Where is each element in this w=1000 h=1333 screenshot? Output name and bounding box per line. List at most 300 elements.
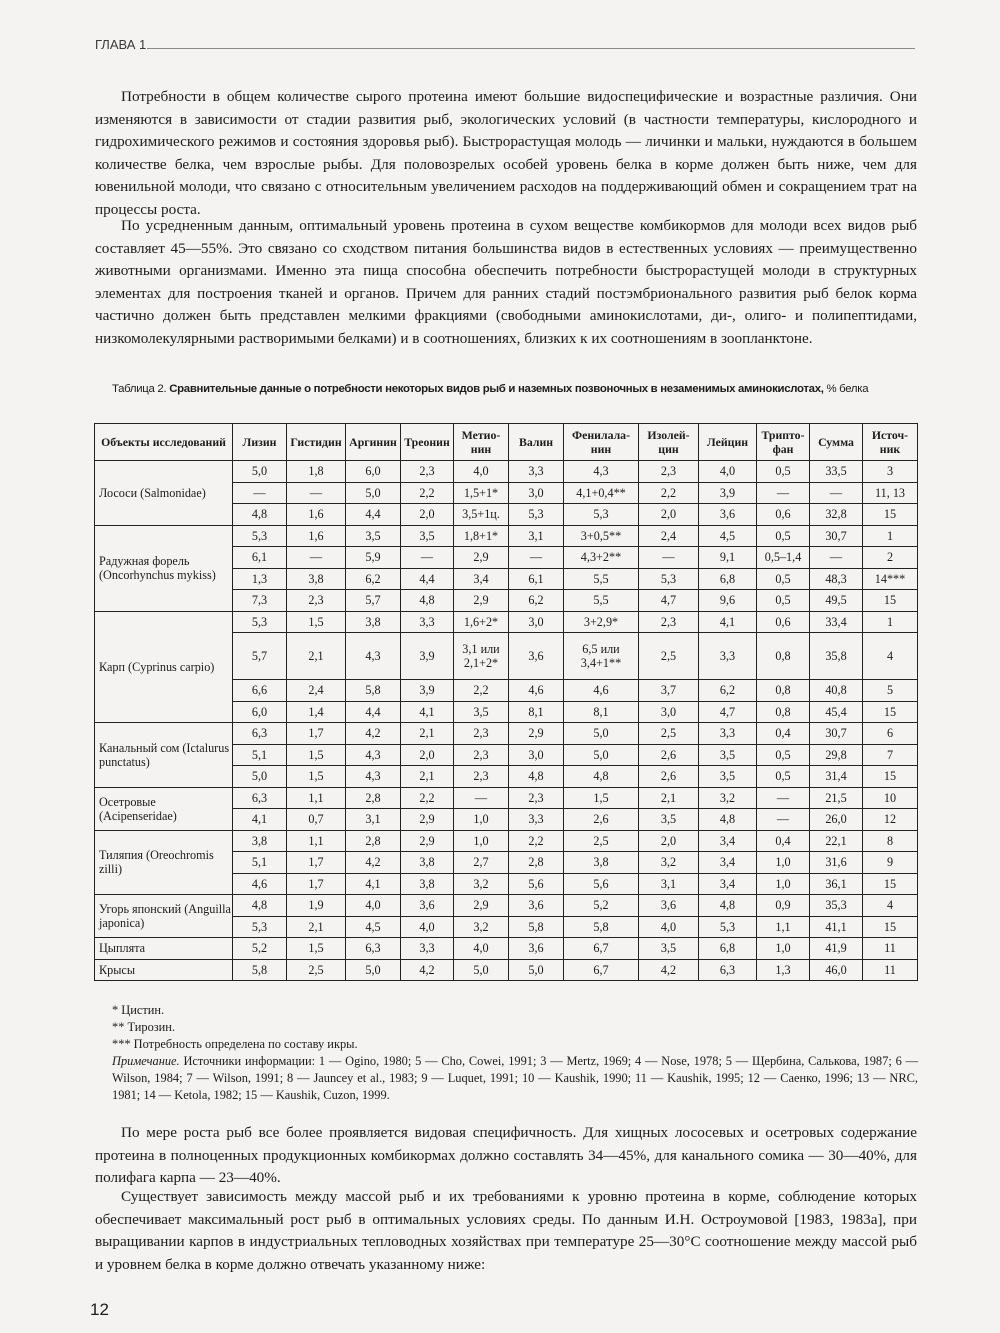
value-cell: 11, 13 — [863, 482, 918, 504]
value-cell: 4,1 — [401, 701, 454, 723]
value-cell: 3,3 — [509, 809, 564, 831]
value-cell: 41,1 — [810, 916, 863, 938]
value-cell: 32,8 — [810, 504, 863, 526]
value-cell: — — [509, 547, 564, 569]
value-cell: 5,9 — [346, 547, 401, 569]
value-cell: 5,3 — [564, 504, 639, 526]
value-cell: 2,1 — [287, 916, 346, 938]
value-cell: 5,2 — [233, 938, 287, 960]
value-cell: 0,8 — [757, 633, 810, 680]
value-cell: 6,3 — [233, 723, 287, 745]
column-header: Валин — [509, 424, 564, 461]
value-cell: 2,0 — [639, 830, 699, 852]
value-cell: — — [757, 809, 810, 831]
footnote-cystine: * Цистин. — [112, 1003, 165, 1017]
footnote-eggs: *** Потребность определена по составу икры. — [112, 1037, 358, 1051]
table-row — [95, 611, 918, 633]
value-cell: 5,0 — [564, 723, 639, 745]
value-cell: 2,3 — [639, 611, 699, 633]
value-cell: — — [757, 482, 810, 504]
value-cell: 4,6 — [509, 680, 564, 702]
value-cell: 15 — [863, 873, 918, 895]
table-header-row — [95, 424, 918, 461]
value-cell: 4,1 — [233, 809, 287, 831]
value-cell: 3,0 — [639, 701, 699, 723]
value-cell: 4,8 — [699, 895, 757, 917]
value-cell: 5 — [863, 680, 918, 702]
value-cell: 3,2 — [454, 916, 509, 938]
value-cell: 5,0 — [233, 461, 287, 483]
value-cell: 5,0 — [564, 744, 639, 766]
value-cell: 3,4 — [699, 830, 757, 852]
value-cell: 2,1 — [639, 787, 699, 809]
value-cell: — — [287, 482, 346, 504]
value-cell: 3,5 — [699, 744, 757, 766]
value-cell: 2,9 — [454, 895, 509, 917]
value-cell: 2,3 — [454, 723, 509, 745]
value-cell: 3,9 — [401, 680, 454, 702]
value-cell: 2,0 — [401, 504, 454, 526]
value-cell: 2 — [863, 547, 918, 569]
value-cell: 5,7 — [233, 633, 287, 680]
column-header: Лейцин — [699, 424, 757, 461]
value-cell: 1,7 — [287, 873, 346, 895]
value-cell: 4,2 — [401, 959, 454, 981]
value-cell: 3 — [863, 461, 918, 483]
value-cell: 4,0 — [346, 895, 401, 917]
column-header: Изолей-цин — [639, 424, 699, 461]
value-cell: 2,1 — [401, 766, 454, 788]
column-header: Объекты исследований — [95, 424, 233, 461]
table-row — [95, 723, 918, 745]
value-cell: 5,3 — [233, 525, 287, 547]
value-cell: 0,5 — [757, 525, 810, 547]
value-cell: 5,3 — [699, 916, 757, 938]
value-cell: 11 — [863, 938, 918, 960]
value-cell: 2,5 — [287, 959, 346, 981]
value-cell: 7 — [863, 744, 918, 766]
value-cell: 6,1 — [233, 547, 287, 569]
object-cell: Угорь японский (Anguilla japonica) — [95, 895, 233, 938]
value-cell: 3,3 — [699, 633, 757, 680]
value-cell: 3+0,5** — [564, 525, 639, 547]
value-cell: 1,5 — [287, 766, 346, 788]
value-cell: 2,3 — [639, 461, 699, 483]
value-cell: 3,3 — [401, 611, 454, 633]
value-cell: 15 — [863, 916, 918, 938]
value-cell: 3,2 — [699, 787, 757, 809]
value-cell: 0,9 — [757, 895, 810, 917]
value-cell: 5,3 — [233, 916, 287, 938]
value-cell: 1,0 — [454, 809, 509, 831]
value-cell: 5,5 — [564, 568, 639, 590]
value-cell: 1 — [863, 525, 918, 547]
value-cell: 5,0 — [509, 959, 564, 981]
value-cell: 3,5 — [639, 938, 699, 960]
header-rule — [147, 48, 915, 49]
paragraph-1: Потребности в общем количестве сырого протеина имеют большие видоспецифические и возрастные различия. Они изменяются в зависимости от стадии развития рыб, экологических условий (в частности температуры, кислородного и гидрохимического режимов и состояния здоровья рыб). Быстрорастущая молодь — личинки и мальки, нуждаются в большем количестве белка, чем взрослые рыбы. Для половозрелых особей уровень белка в корме должен быть ниже, чем для ювенильной молоди, что связано с относительным увеличением расходов на поддерживающий обмен и сокращением трат на процессы роста. — [95, 88, 917, 218]
column-header: Метио-нин — [454, 424, 509, 461]
value-cell: 5,6 — [564, 873, 639, 895]
value-cell: 4,0 — [401, 916, 454, 938]
value-cell: 4,0 — [699, 461, 757, 483]
value-cell: 3,5 — [401, 525, 454, 547]
value-cell: 4,6 — [233, 873, 287, 895]
value-cell: 4,3+2** — [564, 547, 639, 569]
value-cell: 4,8 — [233, 504, 287, 526]
column-header: Фенилала-нин — [564, 424, 639, 461]
value-cell: 2,4 — [639, 525, 699, 547]
value-cell: 1,7 — [287, 723, 346, 745]
value-cell: 6,3 — [346, 938, 401, 960]
value-cell: — — [401, 547, 454, 569]
value-cell: 3,8 — [346, 611, 401, 633]
value-cell: 1,5+1* — [454, 482, 509, 504]
value-cell: 1,4 — [287, 701, 346, 723]
value-cell: 2,3 — [401, 461, 454, 483]
value-cell: 3,0 — [509, 482, 564, 504]
value-cell: 2,1 — [287, 633, 346, 680]
value-cell: — — [454, 787, 509, 809]
value-cell: 4,4 — [346, 701, 401, 723]
value-cell: 5,7 — [346, 590, 401, 612]
value-cell: — — [233, 482, 287, 504]
value-cell: 1,7 — [287, 852, 346, 874]
value-cell: 2,6 — [639, 744, 699, 766]
value-cell: 0,6 — [757, 504, 810, 526]
value-cell: 41,9 — [810, 938, 863, 960]
value-cell: 6,0 — [346, 461, 401, 483]
value-cell: 6,7 — [564, 938, 639, 960]
value-cell: 1,5 — [287, 611, 346, 633]
value-cell: 4,0 — [454, 461, 509, 483]
value-cell: 2,3 — [287, 590, 346, 612]
value-cell: 29,8 — [810, 744, 863, 766]
value-cell: 2,2 — [401, 787, 454, 809]
value-cell: 2,6 — [639, 766, 699, 788]
value-cell: 2,5 — [639, 633, 699, 680]
value-cell: 8,1 — [509, 701, 564, 723]
value-cell: 4,7 — [639, 590, 699, 612]
value-cell: — — [810, 482, 863, 504]
value-cell: 3,5+1ц. — [454, 504, 509, 526]
value-cell: 9 — [863, 852, 918, 874]
value-cell: 3,4 — [699, 852, 757, 874]
value-cell: 5,1 — [233, 852, 287, 874]
value-cell: 1,1 — [757, 916, 810, 938]
value-cell: 2,7 — [454, 852, 509, 874]
value-cell: 1,9 — [287, 895, 346, 917]
value-cell: 35,8 — [810, 633, 863, 680]
value-cell: 0,8 — [757, 680, 810, 702]
table-row — [95, 787, 918, 809]
column-header: Источ-ник — [863, 424, 918, 461]
value-cell: 2,0 — [639, 504, 699, 526]
value-cell: 0,5 — [757, 590, 810, 612]
value-cell: 3,4 — [699, 873, 757, 895]
value-cell: 15 — [863, 701, 918, 723]
value-cell: 3,6 — [509, 938, 564, 960]
value-cell: 3,4 — [454, 568, 509, 590]
chapter-label: ГЛАВА 1 — [95, 37, 147, 52]
object-cell: Карп (Cyprinus carpio) — [95, 611, 233, 723]
amino-acid-table — [94, 423, 918, 981]
value-cell: 1,6 — [287, 504, 346, 526]
value-cell: 3,6 — [401, 895, 454, 917]
value-cell: 21,5 — [810, 787, 863, 809]
value-cell: 4,1 — [699, 611, 757, 633]
value-cell: 3,2 — [639, 852, 699, 874]
value-cell: 2,8 — [346, 787, 401, 809]
note-label: Примечание. — [112, 1054, 180, 1068]
value-cell: 8 — [863, 830, 918, 852]
value-cell: 4,8 — [401, 590, 454, 612]
sources-note — [112, 1053, 918, 1104]
value-cell: 1,5 — [564, 787, 639, 809]
value-cell: 3,3 — [699, 723, 757, 745]
value-cell: 3,5 — [346, 525, 401, 547]
value-cell: 5,0 — [454, 959, 509, 981]
page-number: 12 — [90, 1300, 109, 1319]
value-cell: 46,0 — [810, 959, 863, 981]
value-cell: 3,5 — [699, 766, 757, 788]
value-cell: 2,2 — [454, 680, 509, 702]
value-cell: 1,0 — [757, 852, 810, 874]
value-cell: 6,3 — [699, 959, 757, 981]
footnote-tyrosine: ** Тирозин. — [112, 1020, 176, 1034]
value-cell: 2,9 — [454, 590, 509, 612]
value-cell: 5,8 — [233, 959, 287, 981]
value-cell: 4,4 — [401, 568, 454, 590]
value-cell: 5,2 — [564, 895, 639, 917]
value-cell: 3,3 — [509, 461, 564, 483]
value-cell: 6,3 — [233, 787, 287, 809]
value-cell: 3,9 — [401, 633, 454, 680]
object-cell: Тиляпия (Oreochromis zilli) — [95, 830, 233, 895]
value-cell: 5,3 — [509, 504, 564, 526]
value-cell: 2,9 — [454, 547, 509, 569]
value-cell: 3,6 — [509, 895, 564, 917]
value-cell: 3,8 — [233, 830, 287, 852]
paragraph-4: Существует зависимость между массой рыб и их требованиями к уровню протеина в корме, соблюдение которых обеспечивает максимальный рост рыб в оптимальных условиях среды. По данным И.Н. Остроумовой [1983, 1983а], при выращивании карпов в индустриальных тепловодных хозяйствах при температуре 25—30°С соотношение между массой рыб и уровнем белка в корме должно отвечать указанному ниже: — [95, 1188, 917, 1273]
value-cell: 5,8 — [509, 916, 564, 938]
value-cell: 6,2 — [509, 590, 564, 612]
table-row — [95, 895, 918, 917]
value-cell: 4,3 — [346, 766, 401, 788]
value-cell: 4,0 — [639, 916, 699, 938]
value-cell: 3,3 — [401, 938, 454, 960]
value-cell: 6,8 — [699, 568, 757, 590]
table-row — [95, 525, 918, 547]
value-cell: 2,3 — [509, 787, 564, 809]
value-cell: 6,1 — [509, 568, 564, 590]
value-cell: 5,0 — [346, 959, 401, 981]
table-row — [95, 938, 918, 960]
value-cell: 9,6 — [699, 590, 757, 612]
value-cell: 4,4 — [346, 504, 401, 526]
value-cell: 1,1 — [287, 830, 346, 852]
value-cell: 1,8 — [287, 461, 346, 483]
value-cell: 2,9 — [401, 830, 454, 852]
value-cell: 0,6 — [757, 611, 810, 633]
value-cell: 4,3 — [564, 461, 639, 483]
value-cell: 15 — [863, 590, 918, 612]
value-cell: 49,5 — [810, 590, 863, 612]
value-cell: 5,6 — [509, 873, 564, 895]
value-cell: 36,1 — [810, 873, 863, 895]
value-cell: 10 — [863, 787, 918, 809]
value-cell: 3,5 — [454, 701, 509, 723]
value-cell: 1,6+2* — [454, 611, 509, 633]
value-cell: 48,3 — [810, 568, 863, 590]
value-cell: 0,5 — [757, 744, 810, 766]
value-cell: 26,0 — [810, 809, 863, 831]
value-cell: 3,0 — [509, 744, 564, 766]
value-cell: 4,8 — [509, 766, 564, 788]
value-cell: 2,5 — [564, 830, 639, 852]
value-cell: 6,2 — [346, 568, 401, 590]
column-header: Треонин — [401, 424, 454, 461]
caption-prefix: Таблица 2. — [112, 383, 170, 395]
value-cell: 4,8 — [564, 766, 639, 788]
value-cell: 1,0 — [757, 873, 810, 895]
value-cell: 5,8 — [564, 916, 639, 938]
object-cell: Цыплята — [95, 938, 233, 960]
value-cell: 3,9 — [699, 482, 757, 504]
value-cell: 4,5 — [346, 916, 401, 938]
value-cell: 3,8 — [287, 568, 346, 590]
note-text: Источники информации: 1 — Ogino, 1980; 5 — Cho, Cowei, 1991; 3 — Mertz, 1969; 4 — Nose, 1978; 5 — Щербина, Салькова, 1987; 6 — Wilson, 1984; 7 — Wilson, 1991; 8 — Jauncey et al., 1983; 9 — Luquet, 1991; 10 — Kaushik, 1990; 11 — Kaushik, 1995; 12 — Саенко, 1996; 13 — NRC, 1981; 14 — Ketola, 1982; 15 — Kaushik, Cuzon, 1999. — [112, 1054, 918, 1102]
value-cell: 5,5 — [564, 590, 639, 612]
value-cell: 30,7 — [810, 525, 863, 547]
value-cell: 2,2 — [401, 482, 454, 504]
column-header: Аргинин — [346, 424, 401, 461]
value-cell: 35,3 — [810, 895, 863, 917]
value-cell: 3,1 — [509, 525, 564, 547]
value-cell: 1,5 — [287, 744, 346, 766]
value-cell: 1,3 — [757, 959, 810, 981]
value-cell: 11 — [863, 959, 918, 981]
value-cell: 5,0 — [346, 482, 401, 504]
value-cell: 2,8 — [509, 852, 564, 874]
value-cell: 0,8 — [757, 701, 810, 723]
value-cell: 4,1 — [346, 873, 401, 895]
value-cell: 3,7 — [639, 680, 699, 702]
value-cell: — — [639, 547, 699, 569]
value-cell: 6,6 — [233, 680, 287, 702]
value-cell: 30,7 — [810, 723, 863, 745]
value-cell: 4,3 — [346, 744, 401, 766]
value-cell: 2,4 — [287, 680, 346, 702]
value-cell: 2,0 — [401, 744, 454, 766]
value-cell: 2,6 — [564, 809, 639, 831]
value-cell: 6,2 — [699, 680, 757, 702]
value-cell: — — [810, 547, 863, 569]
value-cell: 5,1 — [233, 744, 287, 766]
value-cell: 1,3 — [233, 568, 287, 590]
value-cell: 31,6 — [810, 852, 863, 874]
value-cell: 1,6 — [287, 525, 346, 547]
paragraph-2: По усредненным данным, оптимальный уровень протеина в сухом веществе комбикормов для молоди всех видов рыб составляет 45—55%. Это связано со сходством питания большинства видов в естественных условиях — преимущественно животными организмами. Именно эта пища способна обеспечить потребности быстрорастущей молоди в структурных элементах для построения тканей и органов. Причем для ранних стадий постэмбрионального развития рыб белок корма частично должен быть представлен мелкими фракциями (свободными аминокислотами, ди-, олиго- и полипептидами, низкомолекулярными растворимыми белками) и в соотношениях, близких к их соотношениям в зоопланктоне. — [95, 217, 917, 347]
value-cell: 5,3 — [233, 611, 287, 633]
value-cell: 14*** — [863, 568, 918, 590]
value-cell: 4,2 — [639, 959, 699, 981]
table-row — [95, 461, 918, 483]
value-cell: 31,4 — [810, 766, 863, 788]
value-cell: 3,8 — [401, 873, 454, 895]
value-cell: 2,8 — [346, 830, 401, 852]
value-cell: — — [757, 787, 810, 809]
value-cell: 6,7 — [564, 959, 639, 981]
value-cell: 15 — [863, 504, 918, 526]
value-cell: 4,3 — [346, 633, 401, 680]
value-cell: 6,8 — [699, 938, 757, 960]
value-cell: 0,4 — [757, 723, 810, 745]
value-cell: 0,5 — [757, 568, 810, 590]
value-cell: 1,0 — [757, 938, 810, 960]
value-cell: 22,1 — [810, 830, 863, 852]
value-cell: 6,5 или 3,4+1** — [564, 633, 639, 680]
column-header: Трипто-фан — [757, 424, 810, 461]
value-cell: 2,9 — [509, 723, 564, 745]
value-cell: 40,8 — [810, 680, 863, 702]
caption-unit: % белка — [823, 383, 869, 395]
value-cell: 1,5 — [287, 938, 346, 960]
value-cell: 4,8 — [699, 809, 757, 831]
value-cell: 2,2 — [509, 830, 564, 852]
value-cell: — — [287, 547, 346, 569]
value-cell: 1,1 — [287, 787, 346, 809]
value-cell: 0,7 — [287, 809, 346, 831]
value-cell: 4 — [863, 895, 918, 917]
value-cell: 2,3 — [454, 744, 509, 766]
value-cell: 3+2,9* — [564, 611, 639, 633]
value-cell: 2,3 — [454, 766, 509, 788]
value-cell: 3,1 — [346, 809, 401, 831]
value-cell: 5,8 — [346, 680, 401, 702]
value-cell: 1 — [863, 611, 918, 633]
value-cell: 4 — [863, 633, 918, 680]
table-row — [95, 830, 918, 852]
value-cell: 8,1 — [564, 701, 639, 723]
value-cell: 6,0 — [233, 701, 287, 723]
column-header: Лизин — [233, 424, 287, 461]
caption-title: Сравнительные данные о потребности некоторых видов рыб и наземных позвоночных в незаменимых аминокислотах, — [169, 383, 824, 395]
value-cell: 3,8 — [564, 852, 639, 874]
value-cell: 15 — [863, 766, 918, 788]
value-cell: 4,5 — [699, 525, 757, 547]
value-cell: 3,6 — [509, 633, 564, 680]
value-cell: 0,4 — [757, 830, 810, 852]
value-cell: 3,8 — [401, 852, 454, 874]
value-cell: 4,8 — [233, 895, 287, 917]
value-cell: 33,5 — [810, 461, 863, 483]
value-cell: 5,0 — [233, 766, 287, 788]
value-cell: 1,0 — [454, 830, 509, 852]
value-cell: 4,7 — [699, 701, 757, 723]
running-header — [95, 37, 915, 57]
object-cell: Осетровые (Acipenseridae) — [95, 787, 233, 830]
value-cell: 3,2 — [454, 873, 509, 895]
object-cell: Канальный сом (Ictalurus punctatus) — [95, 723, 233, 788]
value-cell: 4,2 — [346, 852, 401, 874]
column-header: Гистидин — [287, 424, 346, 461]
value-cell: 3,0 — [509, 611, 564, 633]
value-cell: 4,1+0,4** — [564, 482, 639, 504]
value-cell: 6 — [863, 723, 918, 745]
value-cell: 3,5 — [639, 809, 699, 831]
value-cell: 3,6 — [639, 895, 699, 917]
